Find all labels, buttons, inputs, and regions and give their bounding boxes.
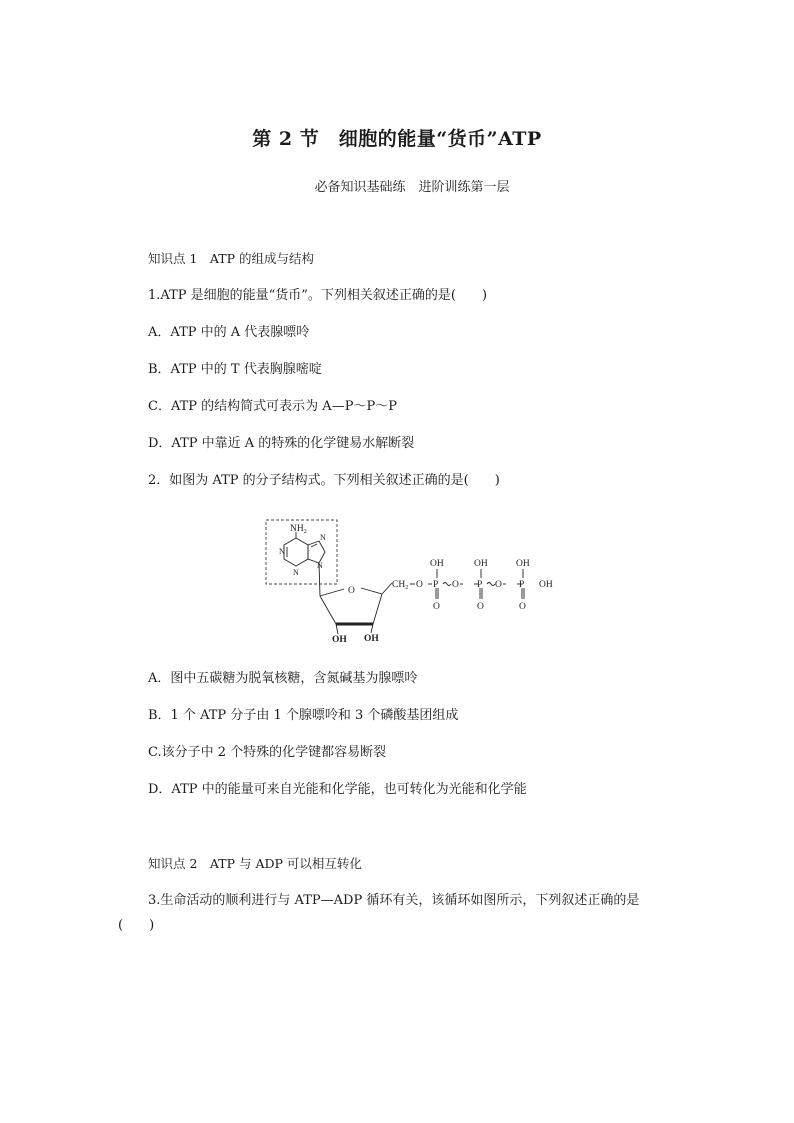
phosphate-bonds [410,569,524,599]
terminal-oh-label: OH [539,580,553,590]
nh2-label: $NH_2$ [290,524,307,535]
ring-n-label: N [293,568,299,577]
bridge-o-label: O [452,580,459,590]
phosphorus-label: P [519,580,525,590]
phosphate-oh-label: OH [516,559,530,569]
ring-n-label: N [317,561,323,570]
phosphorus-label: P [477,580,483,590]
question-2-option-c: C.该分子中 2 个特殊的化学键都容易断裂 [148,745,387,760]
ribose-o-label: O [348,586,355,596]
question-3-answer-bracket: ( ) [118,918,155,933]
question-3-stem: 3.生命活动的顺利进行与 ATP—ADP 循环有关，该循环如图所示，下列叙述正确的是 [148,893,640,908]
question-2-option-b: B．1 个 ATP 分子由 1 个腺嘌呤和 3 个磷酸基团组成 [148,708,459,723]
phosphate-o-label: O [477,602,484,612]
question-1-option-b: B．ATP 中的 T 代表胸腺嘧啶 [148,362,322,377]
phosphate-oh-label: OH [474,559,488,569]
question-1-option-a: A．ATP 中的 A 代表腺嘌呤 [148,325,310,340]
ch2-label: $CH_2$ [392,580,409,591]
ribose-oh-left: OH [332,635,347,645]
bridge-o-label: O [495,580,502,590]
question-1-option-c: C．ATP 的结构简式可表示为 A—P～P～P [148,399,397,414]
phosphorus-label: P [433,580,439,590]
page-subtitle: 必备知识基础练 进阶训练第一层 [314,180,510,195]
section-heading-1: 知识点 1 ATP 的组成与结构 [148,251,314,266]
atp-structure-figure [262,516,562,646]
question-1-stem: 1.ATP 是细胞的能量“货币”。下列相关叙述正确的是( ) [148,288,488,303]
phosphate-o-label: O [433,602,440,612]
phosphate-oh-label: OH [430,559,444,569]
ribose-oh-right: OH [364,634,379,644]
ring-n-label: N [279,547,285,556]
page-title: 第 2 节 细胞的能量“货币”ATP [252,128,542,150]
ring-n-label: N [320,533,326,542]
question-2-option-a: A．图中五碳糖为脱氧核糖，含氮碱基为腺嘌呤 [148,671,418,686]
question-1-option-d: D．ATP 中靠近 A 的特殊的化学键易水解断裂 [148,436,415,451]
ribose-ring [320,583,392,634]
question-2-stem: 2．如图为 ATP 的分子结构式。下列相关叙述正确的是( ) [148,473,500,488]
bridge-o-label: O [416,580,423,590]
phosphate-o-label: O [519,602,526,612]
question-2-option-d: D．ATP 中的能量可来自光能和化学能，也可转化为光能和化学能 [148,782,527,797]
section-heading-2: 知识点 2 ATP 与 ADP 可以相互转化 [148,856,362,871]
